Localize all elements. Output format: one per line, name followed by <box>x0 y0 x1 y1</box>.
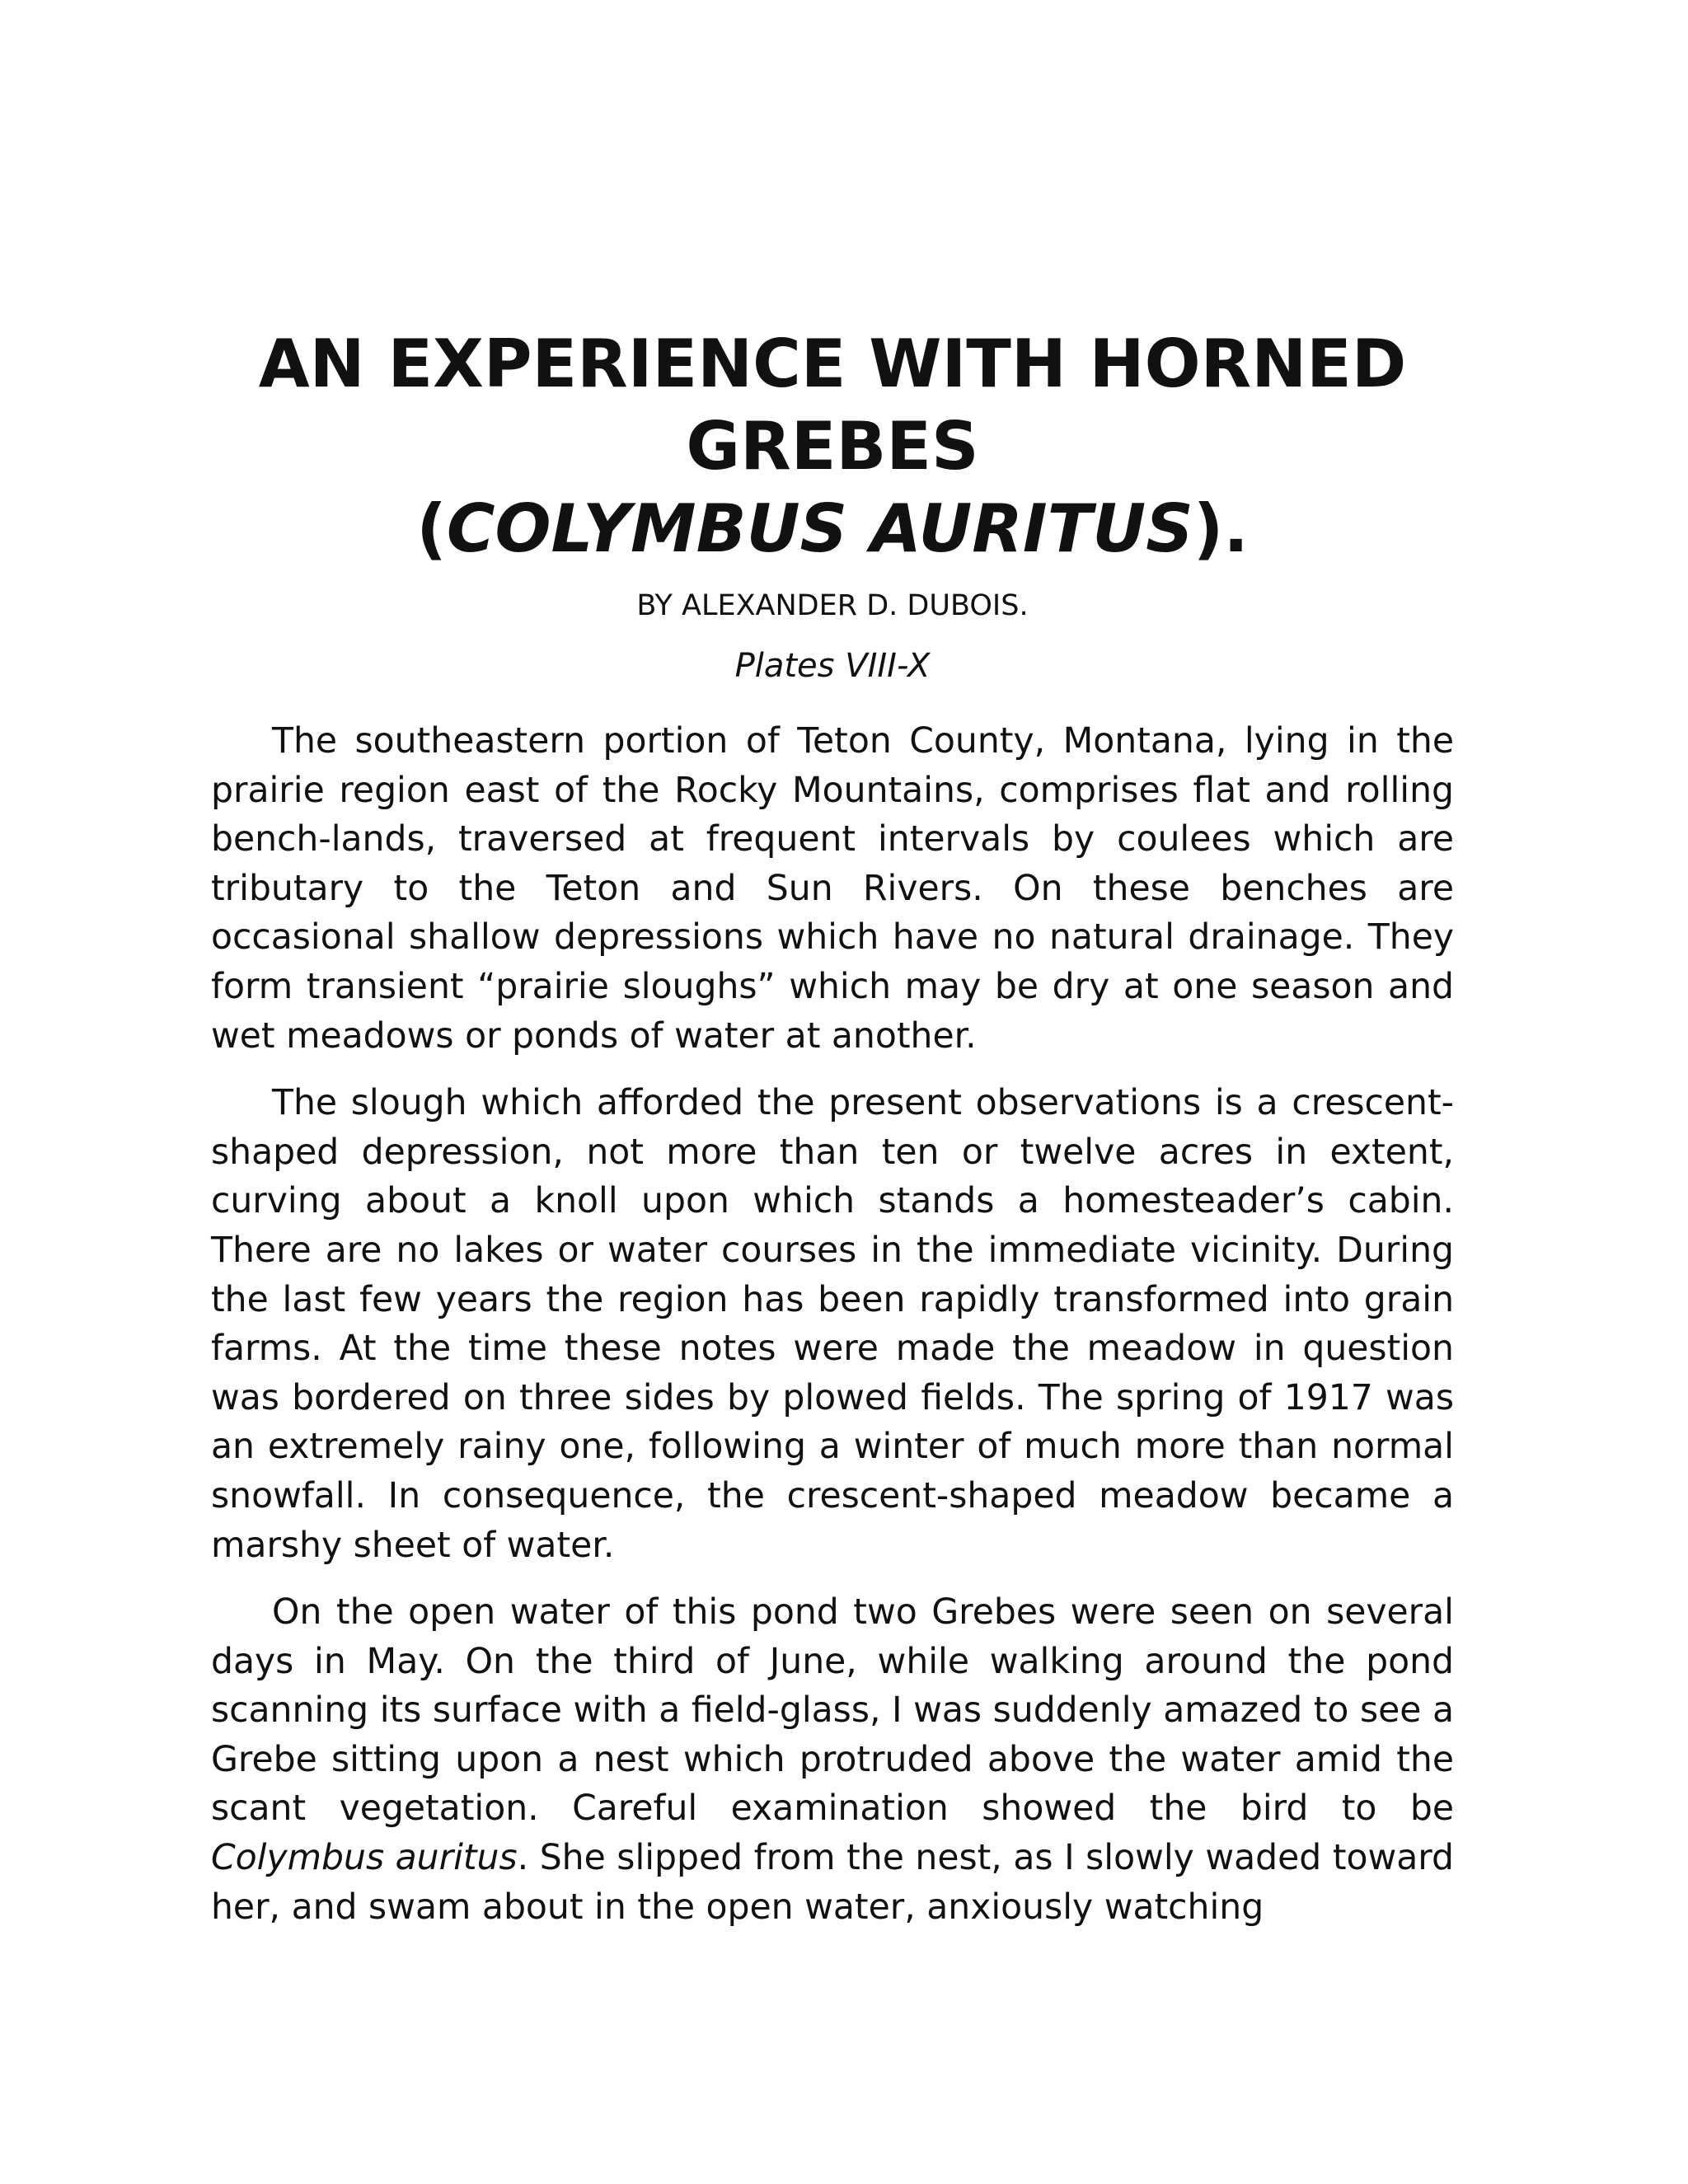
author-byline: BY ALEXANDER D. DUBOIS. <box>636 589 1029 622</box>
title-paren-close: ). <box>1193 490 1249 567</box>
document-page <box>211 0 1454 1950</box>
paragraph-3 <box>211 1588 1454 1932</box>
plates-reference: Plates VIII-X <box>734 647 931 685</box>
article-body <box>211 717 1454 1932</box>
article-title <box>211 323 1454 570</box>
paragraph-3-text-before: On the open water of this pond two Grebes were seen on several days in May. On the third of June, while walking around the pond scanning its surface with a field-glass, I was suddenly amazed to see a Grebe sitting upon a nest which protruded above the water amid the scant vegetation. Careful examination showed the bird to be <box>211 1592 1454 1830</box>
paragraph-3-text-after: . She slipped from the nest, as I slowly waded toward her, and swam about in the open water, anxiously watching <box>211 1838 1454 1928</box>
title-line-1: AN EXPERIENCE WITH HORNED <box>258 326 1407 402</box>
title-scientific-name: COLYMBUS AURITUS <box>446 490 1193 567</box>
paragraph-3-scientific-name: Colymbus auritus <box>211 1838 518 1879</box>
title-paren-open: ( <box>416 490 447 567</box>
title-line-2: GREBES <box>686 408 979 485</box>
paragraph-1: The southeastern portion of Teton County, Montana, lying in the prairie region east of the Rocky Mountains, comprises flat and rolling bench-lands, traversed at frequent intervals by coulees which are tributary to the Teton and Sun Rivers. On these benches are occasional shallow depressions which have no natural drainage. They form transient “prairie sloughs” which may be dry at one season and wet meadows or ponds of water at another. <box>211 721 1454 1057</box>
paragraph-2: The slough which afforded the present observations is a crescent-shaped depression, not more than ten or twelve acres in extent, curving about a knoll upon which stands a homesteader’s cabin. There are no lakes or water courses in the immediate vicinity. During the last few years the region has been rapidly transformed into grain farms. At the time these notes were made the meadow in question was bordered on three sides by plowed fields. The spring of 1917 was an extremely rainy one, following a winter of much more than normal snowfall. In consequence, the crescent-shaped meadow became a marshy sheet of water. <box>211 1083 1454 1566</box>
